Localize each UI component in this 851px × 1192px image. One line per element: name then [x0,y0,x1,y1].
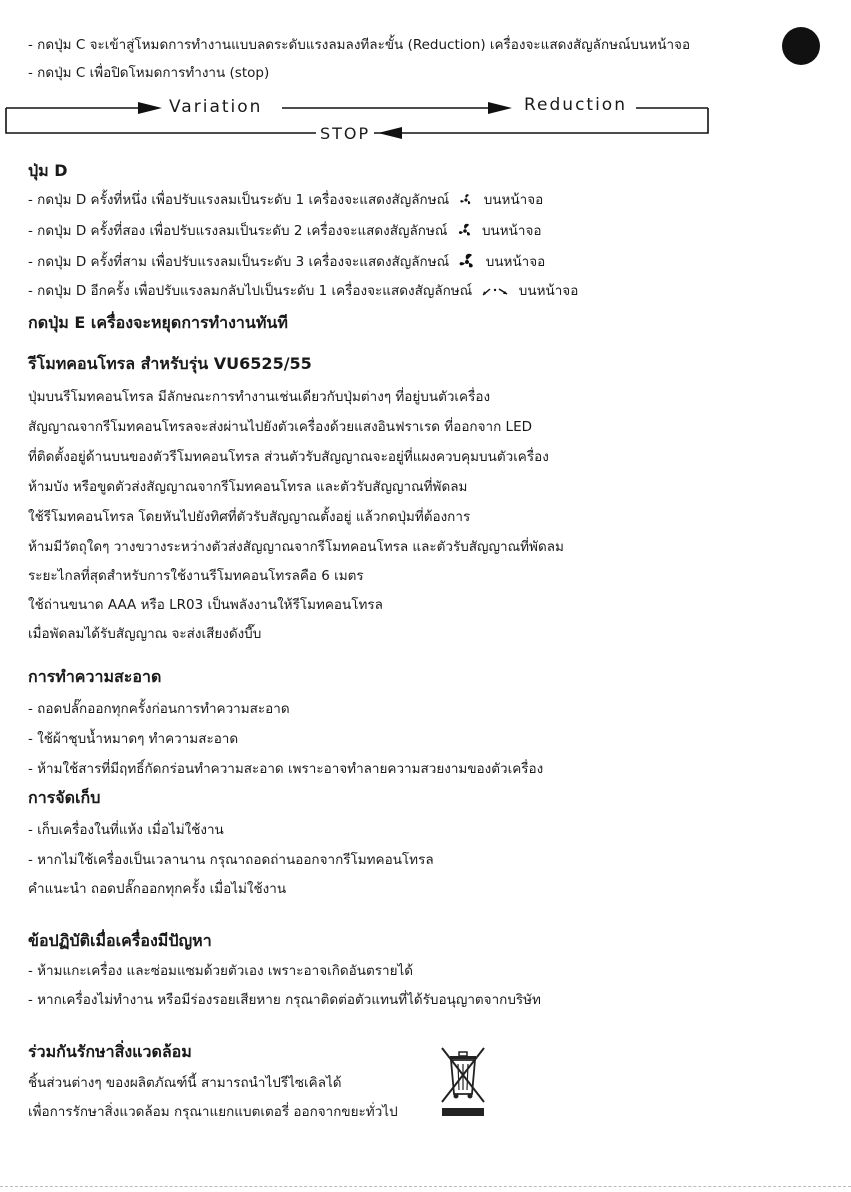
remote-line: ระยะไกลที่สุดสำหรับการใช้งานรีโมทคอนโทรลคือ 6 เมตร [28,568,364,584]
button-d-item-suffix: บนหน้าจอ [485,254,546,270]
storage-line: - เก็บเครื่องในที่แห้ง เมื่อไม่ใช้งาน [28,822,224,838]
cleaning-line: - ห้ามใช้สารที่มีฤทธิ์กัดกร่อนทำความสะอาด เพราะอาจทำลายความสวยงามของตัวเครื่อง [28,761,544,777]
button-d-item [28,252,545,272]
flow-arrow-1 [138,102,162,114]
remote-line: ปุ่มบนรีโมทคอนโทรล มีลักษณะการทำงานเช่นเดียวกับปุ่มต่างๆ ที่อยู่บนตัวเครื่อง [28,389,491,405]
fan-reset-icon [481,285,511,297]
remote-line: เมื่อพัดลมได้รับสัญญาณ จะส่งเสียงดังบี๊บ [28,626,262,642]
remote-line: ที่ติดตั้งอยู่ด้านบนของตัวรีโมทคอนโทรล ส่วนตัวรับสัญญาณจะอยู่ที่แผงควบคุมบนตัวเครื่อง [28,449,549,465]
remote-line: ใช้รีโมทคอนโทรล โดยหันไปยังทิศที่ตัวรับสัญญาณตั้งอยู่ แล้วกดปุ่มที่ต้องการ [28,509,471,525]
button-d-heading: ปุ่ม D [28,161,68,180]
button-d-item-suffix: บนหน้าจอ [481,223,542,239]
remote-line: ใช้ถ่านขนาด AAA หรือ LR03 เป็นพลังงานให้รีโมทคอนโทรล [28,597,383,613]
button-d-item-suffix: บนหน้าจอ [518,283,579,299]
storage-heading: การจัดเก็บ [28,788,101,807]
button-d-item-text: - กดปุ่ม D ครั้งที่สอง เพื่อปรับแรงลมเป็นระดับ 2 เครื่องจะแสดงสัญลักษณ์ [28,223,448,239]
flow-label-variation: Variation [165,97,266,117]
button-d-item-text: - กดปุ่ม D ครั้งที่หนึ่ง เพื่อปรับแรงลมเป็นระดับ 1 เครื่องจะแสดงสัญลักษณ์ [28,192,450,208]
button-d-item [28,191,543,209]
button-e-heading: กดปุ่ม E เครื่องจะหยุดการทำงานทันที [28,313,288,332]
flow-label-stop: STOP [316,124,374,144]
cleaning-line: - ใช้ผ้าชุบน้ำหมาดๆ ทำความสะอาด [28,731,239,747]
fan-level-2-icon [456,222,474,240]
environment-line: เพื่อการรักษาสิ่งแวดล้อม กรุณาแยกแบตเตอรี่ ออกจากขยะทั่วไป [28,1104,398,1120]
remote-heading: รีโมทคอนโทรล สำหรับรุ่น VU6525/55 [28,354,312,373]
cleaning-line: - ถอดปลั๊กออกทุกครั้งก่อนการทำความสะอาด [28,701,290,717]
fan-level-1-icon [457,192,475,208]
remote-line: ห้ามบัง หรือขูดตัวส่งสัญญาณจากรีโมทคอนโทรล และตัวรับสัญญาณที่พัดลม [28,479,468,495]
environment-heading: ร่วมกันรักษาสิ่งแวดล้อม [28,1042,192,1061]
environment-line: ชิ้นส่วนต่างๆ ของผลิตภัณฑ์นี้ สามารถนำไปรีไซเคิลได้ [28,1075,342,1091]
trouble-line: - หากเครื่องไม่ทำงาน หรือมีร่องรอยเสียหาย กรุณาติดต่อตัวแทนที่ได้รับอนุญาตจากบริษัท [28,992,541,1008]
trouble-line: - ห้ามแกะเครื่อง และซ่อมแซมด้วยตัวเอง เพราะอาจเกิดอันตรายได้ [28,963,414,979]
storage-line: - หากไม่ใช้เครื่องเป็นเวลานาน กรุณาถอดถ่านออกจากรีโมทคอนโทรล [28,852,434,868]
flow-arrow-2 [488,102,512,114]
flow-arrow-3 [378,127,402,139]
trouble-heading: ข้อปฏิบัติเมื่อเครื่องมีปัญหา [28,931,212,950]
intro-line-1: - กดปุ่ม C จะเข้าสู่โหมดการทำงานแบบลดระดับแรงลมลงทีละขั้น (Reduction) เครื่องจะแสดงสัญลักษณ์บนหน้าจอ [28,37,691,53]
cleaning-heading: การทำความสะอาด [28,667,162,686]
button-d-item [28,282,578,300]
storage-line: คำแนะนำ ถอดปลั๊กออกทุกครั้ง เมื่อไม่ใช้งาน [28,881,287,897]
button-d-item-text: - กดปุ่ม D อีกครั้ง เพื่อปรับแรงลมกลับไปเป็นระดับ 1 เครื่องจะแสดงสัญลักษณ์ [28,283,473,299]
button-d-item-text: - กดปุ่ม D ครั้งที่สาม เพื่อปรับแรงลมเป็นระดับ 3 เครื่องจะแสดงสัญลักษณ์ [28,254,450,270]
remote-line: ห้ามมีวัตถุใดๆ วางขวางระหว่างตัวส่งสัญญาณจากรีโมทคอนโทรล และตัวรับสัญญาณที่พัดลม [28,539,564,555]
crossed-out-bin-icon [436,1046,490,1120]
mode-flow-diagram [0,0,851,160]
fan-level-3-icon [457,252,477,272]
flow-label-reduction: Reduction [520,95,631,115]
button-d-item [28,222,542,240]
button-d-item-suffix: บนหน้าจอ [483,192,544,208]
page-bottom-edge [0,1186,851,1187]
intro-line-2: - กดปุ่ม C เพื่อปิดโหมดการทำงาน (stop) [28,65,270,81]
remote-line: สัญญาณจากรีโมทคอนโทรลจะส่งผ่านไปยังตัวเครื่องด้วยแสงอินฟราเรด ที่ออกจาก LED [28,419,533,435]
